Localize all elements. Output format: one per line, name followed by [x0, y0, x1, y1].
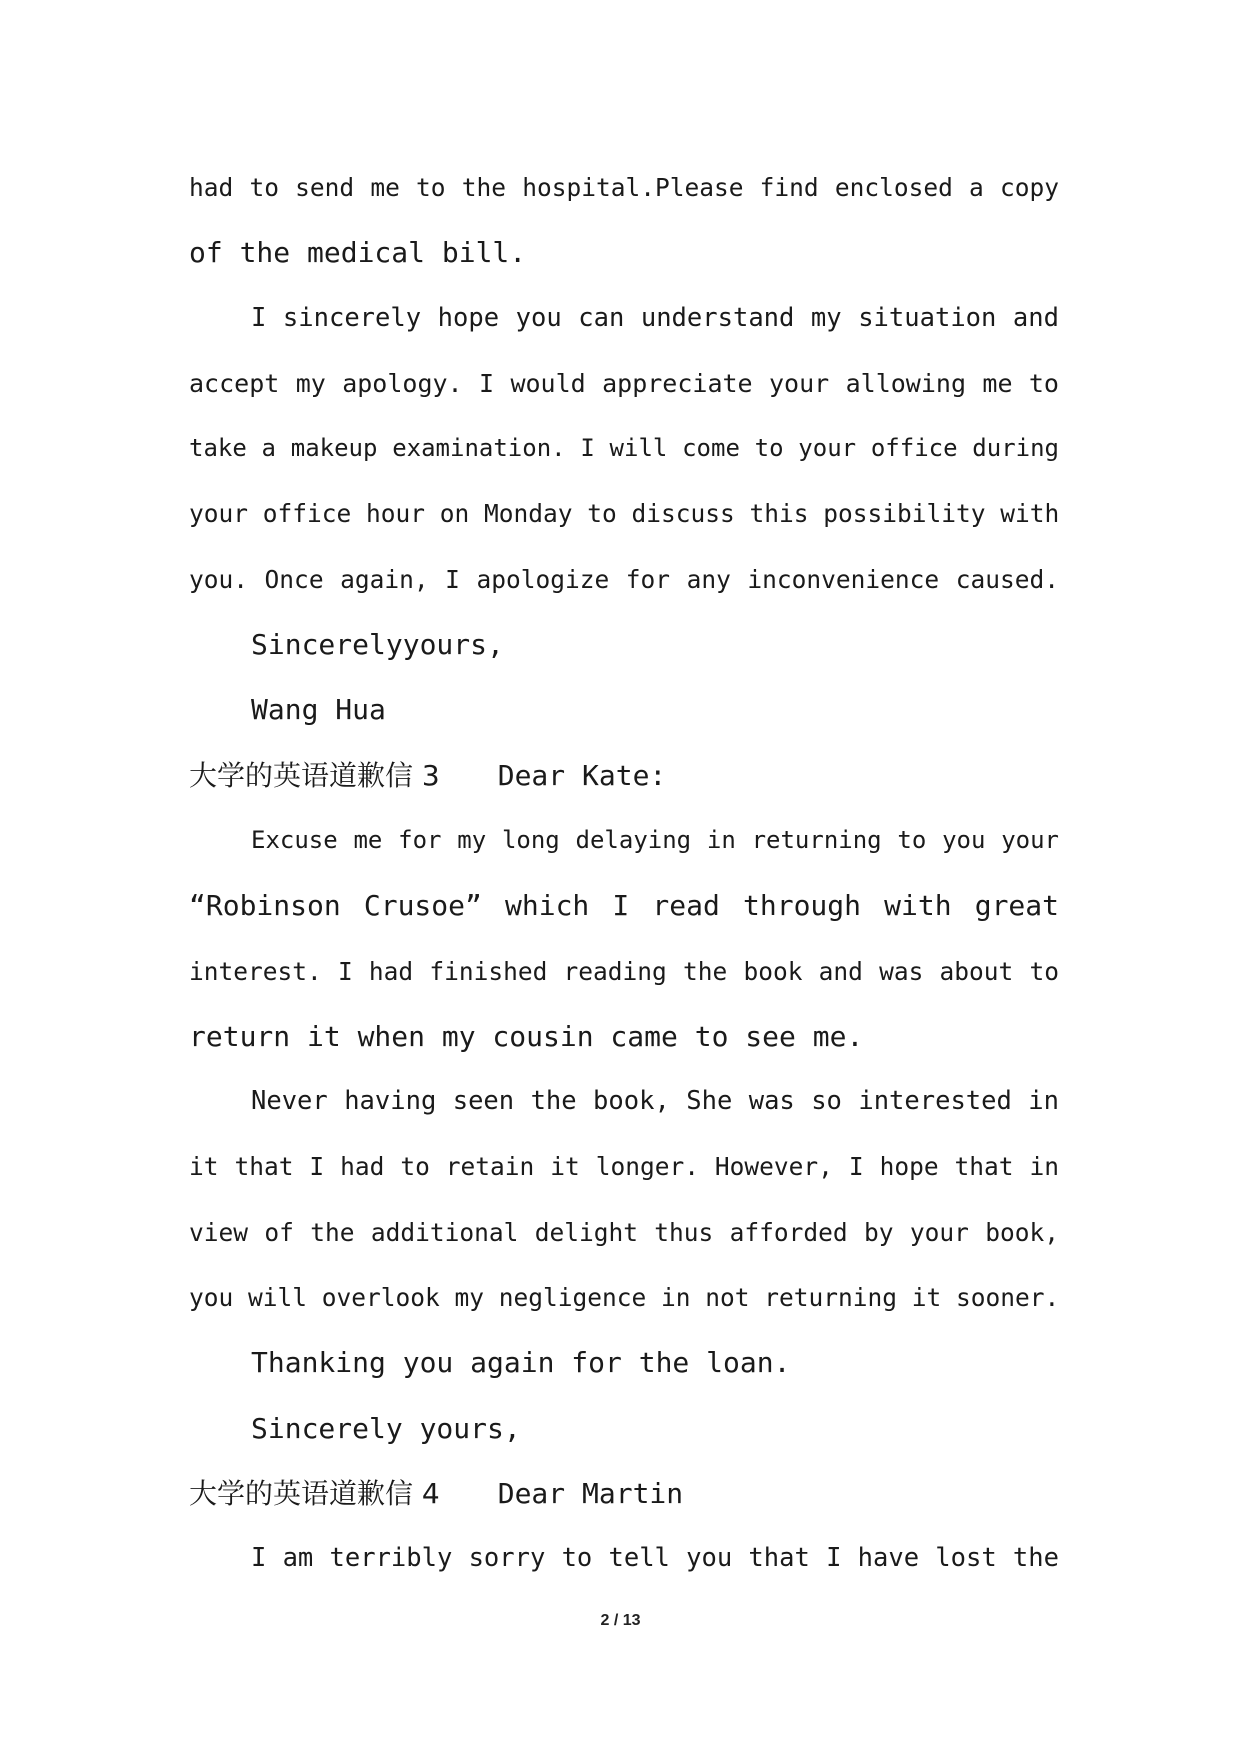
- page-number: 2 / 13: [600, 1612, 641, 1629]
- document-body: [189, 155, 1059, 1592]
- text-line: Never having seen the book, She was so interested in: [251, 1086, 1059, 1117]
- signature-line: Wang Hua: [251, 693, 386, 727]
- heading-salutation: Dear Martin: [497, 1476, 684, 1510]
- letter-heading-4: [189, 1461, 1059, 1526]
- text-line: I sincerely hope you can understand my situation and: [251, 302, 1059, 333]
- text-line: you. Once again, I apologize for any inconvenience caused.: [189, 564, 1059, 594]
- text-line: you will overlook my negligence in not returning it sooner.: [189, 1283, 1059, 1313]
- closing-line: Sincerely yours,: [251, 1411, 521, 1445]
- text-line: of the medical bill.: [189, 236, 527, 270]
- heading-salutation: Dear Kate:: [497, 758, 667, 792]
- text-line: take a makeup examination. I will come to your office during: [189, 434, 1059, 463]
- closing-line: Sincerelyyours,: [251, 628, 504, 662]
- text-line: return it when my cousin came to see me.: [189, 1019, 864, 1053]
- text-line: had to send me to the hospital.Please find enclosed a copy: [189, 173, 1059, 202]
- text-line: “Robinson Crusoe” which I read through with great: [189, 889, 1059, 923]
- text-line: interest. I had finished reading the book and was about to: [189, 956, 1059, 986]
- heading-title: 大学的英语道歉信 4: [189, 1476, 440, 1510]
- text-line: your office hour on Monday to discuss this possibility with: [189, 499, 1059, 529]
- letter-heading-3: [189, 743, 1059, 808]
- text-line: accept my apology. I would appreciate your allowing me to: [189, 368, 1059, 398]
- text-line: I am terribly sorry to tell you that I have lost the: [251, 1543, 1059, 1574]
- text-line: view of the additional delight thus afforded by your book,: [189, 1217, 1059, 1247]
- text-line: Excuse me for my long delaying in returning to you your: [251, 825, 1059, 854]
- text-line: Thanking you again for the loan.: [251, 1346, 791, 1380]
- heading-title: 大学的英语道歉信 3: [189, 758, 440, 792]
- text-line: it that I had to retain it longer. However, I hope that in: [189, 1152, 1059, 1182]
